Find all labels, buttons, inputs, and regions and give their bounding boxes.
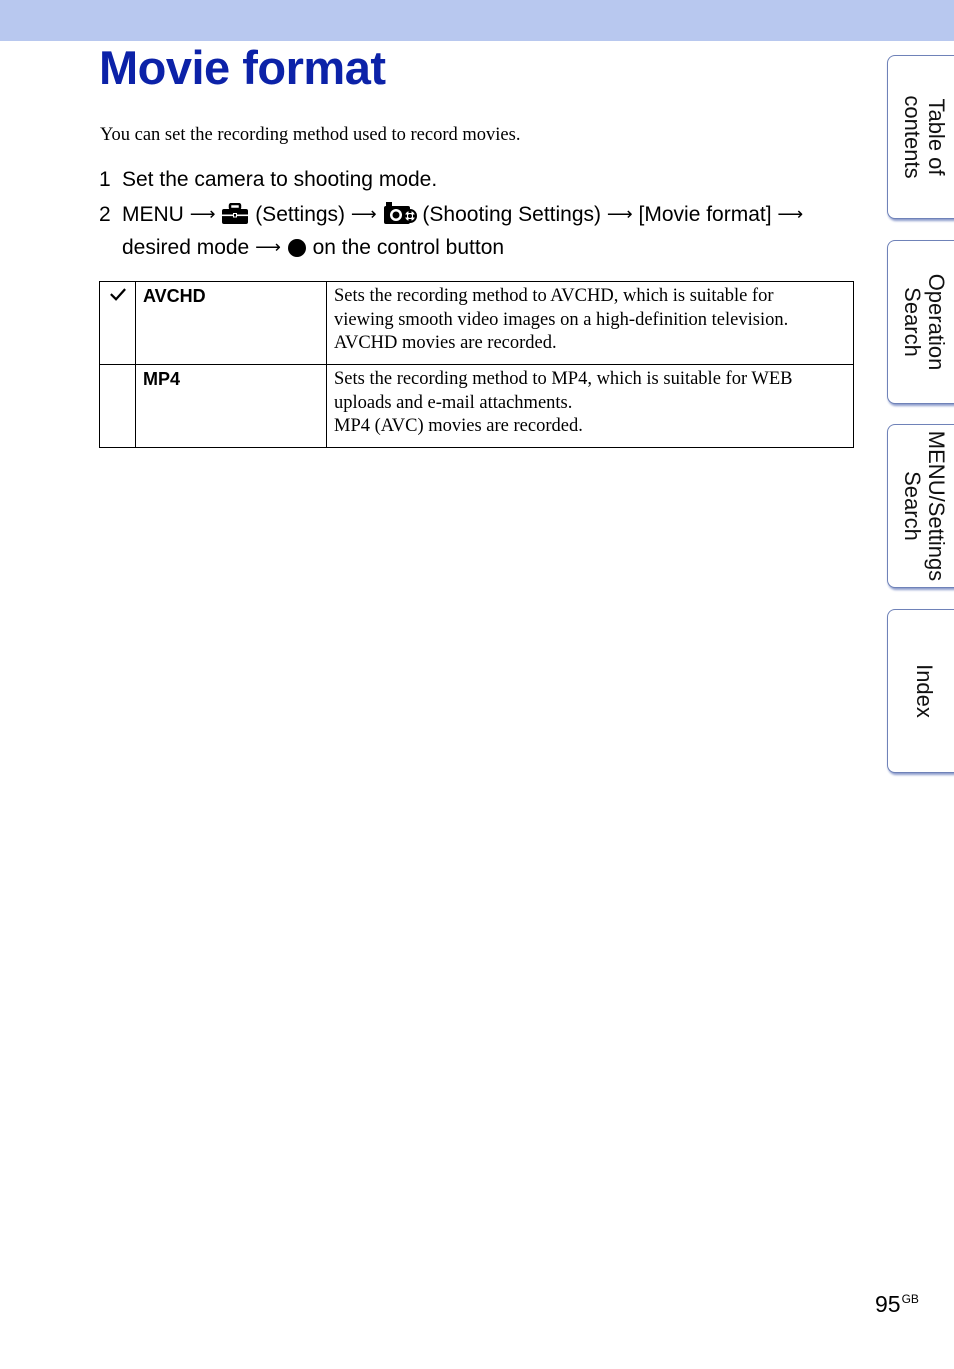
- arrow-right-icon: ⟶: [255, 237, 281, 257]
- tab-label: [912, 664, 936, 718]
- menu-label: MENU: [122, 203, 184, 226]
- arrow-right-icon: ⟶: [189, 204, 216, 224]
- default-marker-cell: [100, 365, 136, 448]
- control-button-center-icon: [287, 237, 307, 266]
- header-band: [0, 0, 954, 41]
- arrow-right-icon: ⟶: [350, 204, 377, 224]
- shooting-settings-label: (Shooting Settings): [422, 203, 602, 226]
- option-description: [327, 365, 854, 448]
- description-line: Sets the recording method to MP4, which is suitable for WEB: [334, 369, 793, 389]
- tab-operation-search[interactable]: [887, 240, 954, 404]
- tab-label-line: Index: [911, 664, 937, 718]
- tab-table-of-contents[interactable]: [887, 55, 954, 219]
- description-line: uploads and e-mail attachments.: [334, 392, 573, 413]
- page-number-suffix: GB: [901, 1292, 919, 1306]
- arrow-right-icon: ⟶: [777, 204, 804, 224]
- step-1: [99, 165, 437, 194]
- tab-label: [900, 95, 948, 178]
- option-description: [327, 282, 854, 365]
- tab-label: [900, 274, 948, 371]
- option-name: MP4: [136, 365, 327, 448]
- checkmark-icon: [109, 289, 127, 306]
- page-title: Movie format: [99, 41, 386, 94]
- tab-index[interactable]: [887, 609, 954, 773]
- tab-label-line: Search: [899, 287, 925, 357]
- option-name: AVCHD: [136, 282, 327, 365]
- tab-label: [900, 431, 948, 581]
- desired-mode-label: desired mode: [122, 236, 250, 259]
- arrow-right-icon: ⟶: [606, 204, 633, 224]
- page-number-value: 95: [875, 1291, 901, 1317]
- step-text: Set the camera to shooting mode.: [122, 168, 438, 191]
- settings-toolbox-icon: [221, 203, 249, 233]
- description-line: Sets the recording method to AVCHD, which is suitable for: [334, 286, 774, 306]
- page-number: [875, 1291, 919, 1318]
- tab-label-line: contents: [899, 95, 925, 179]
- movie-format-label: [Movie format]: [638, 203, 772, 226]
- description-line: MP4 (AVC) movies are recorded.: [334, 416, 583, 436]
- default-marker-cell: [100, 282, 136, 365]
- camera-settings-icon: [383, 201, 417, 233]
- table-row: [100, 282, 854, 365]
- options-table: [99, 281, 854, 448]
- step-number: 1: [99, 168, 111, 191]
- tab-label-line: Operation: [923, 273, 949, 371]
- tab-label-line: MENU/Settings: [923, 430, 949, 582]
- description-line: AVCHD movies are recorded.: [334, 333, 557, 353]
- tab-menu-settings-search[interactable]: [887, 424, 954, 588]
- intro-text: You can set the recording method used to record movies.: [100, 125, 521, 145]
- settings-label: (Settings): [255, 203, 346, 226]
- table-row: [100, 365, 854, 448]
- step-number: 2: [99, 203, 111, 226]
- description-line: viewing smooth video images on a high-definition television.: [334, 309, 789, 330]
- tab-label-line: Search: [899, 471, 925, 541]
- tab-label-line: Table of: [923, 98, 949, 176]
- control-button-label: on the control button: [312, 236, 505, 259]
- step-2: [99, 200, 859, 266]
